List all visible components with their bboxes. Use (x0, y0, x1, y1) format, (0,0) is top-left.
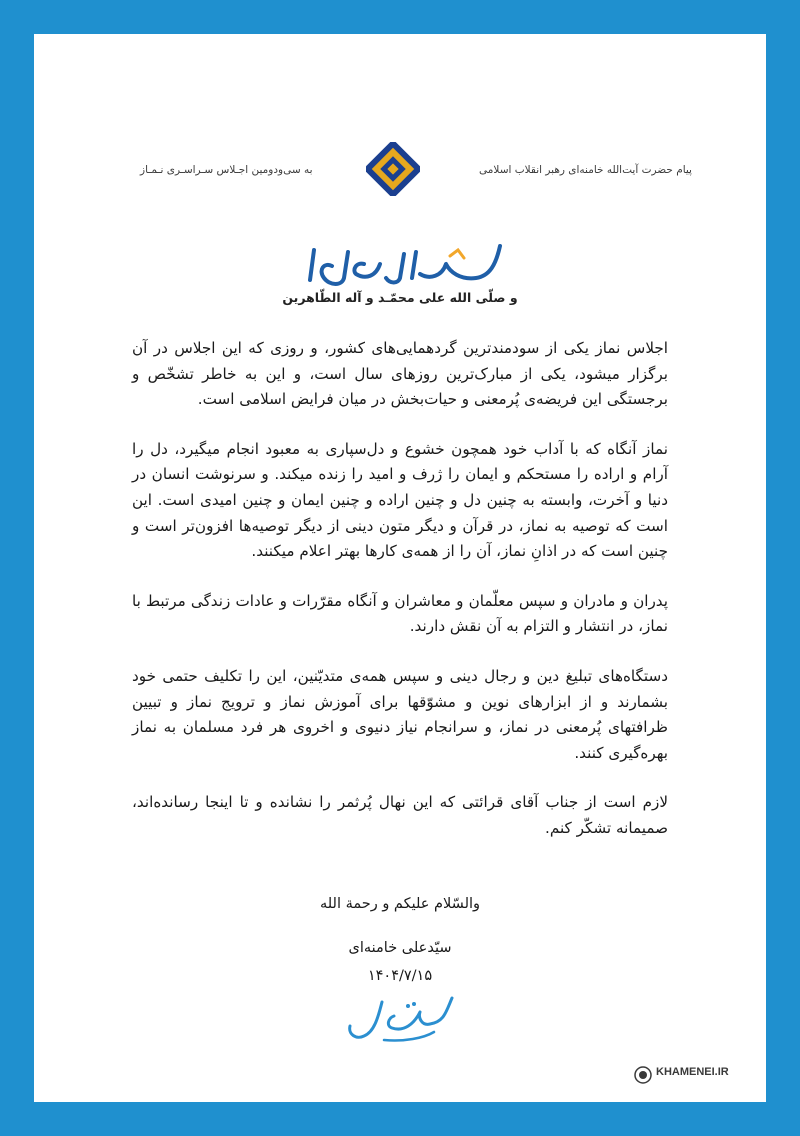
closing-salutation: والسّلام علیکم و رحمة الله (319, 896, 481, 912)
header-conference-text: به سی‌ودومین اجـلاس سـراسـری نـمـاز (140, 164, 313, 176)
footer-site-text: KHAMENEI.IR (656, 1066, 729, 1078)
khamenei-logo-icon (366, 142, 420, 196)
salawat-text: و صلّی الله علی محمّـد و آله الطّاهرین (282, 290, 518, 305)
message-body (132, 336, 668, 866)
handwritten-signature-icon (334, 988, 464, 1048)
paragraph: اجلاس نماز یکی از سودمندترین گردهمایی‌های کشور، و روزی که این اجلاس در آن برگزار میشود، یکی از مبارک‌ترین روزهای سال است، و این به خاطر تشخّص و برجستگی این فریضه‌ی پُرمعنی و حیات‌بخش در میان فرایض اسلامی است. (132, 339, 668, 409)
header-message-text: پیام حضرت آیت‌الله خامنه‌ای رهبر انقلاب اسلامی (479, 164, 692, 176)
paragraph: دستگاه‌های تبلیغ دین و رجال دینی و سپس همه‌ی متدیّنین، این را تکلیف حتمی خود بشمارند و از ابزارهای نوین و مشوّقها برای آموزش نماز و ترویج نماز و تبیین ظرافتهای پُرمعنی در نماز، و سرانجام نیاز دنیوی و اخروی هر فرد مسلمان به نماز بهره‌گیری کنند. (132, 666, 668, 762)
message-date: ۱۴۰۴/۷/۱۵ (367, 968, 433, 984)
document-page (34, 34, 766, 1102)
basmala-section (34, 230, 766, 320)
paragraph: نماز آنگاه که با آداب خود همچون خشوع و دل‌سپاری به معبود انجام میگیرد، دل را آرام و اراده را مستحکم و ایمان را ژرف و امید را زنده میکند. و سرنوشت انسان در دنیا و آخرت، وابسته به چنین دل و چنین اراده و چنین ایمان و چنین امیدی است. این است که توصیه به نماز، در قرآن و دیگر متون دینی از دیگر توصیه‌ها افزون‌تر است و چنین است که در اذانِ نماز، آن را از همه‌ی کارها بهتر اعلام میکنند. (132, 439, 668, 561)
paragraph: پدران و مادران و سپس معلّمان و معاشران و آنگاه مقرّرات و عادات زندگی مرتبط با نماز، در انتشار و التزام به آن نقش دارند. (132, 591, 668, 636)
paragraph: لازم است از جناب آقای قرائتی که این نهال پُرثمر را نشانده و تا اینجا رسانده‌اند، صمیمانه تشکّر کنم. (132, 793, 668, 837)
footer-logo-icon (634, 1066, 652, 1084)
signer-name: سیّدعلی خامنه‌ای (348, 940, 452, 956)
header (34, 130, 766, 200)
footer-brand (334, 1064, 729, 1086)
